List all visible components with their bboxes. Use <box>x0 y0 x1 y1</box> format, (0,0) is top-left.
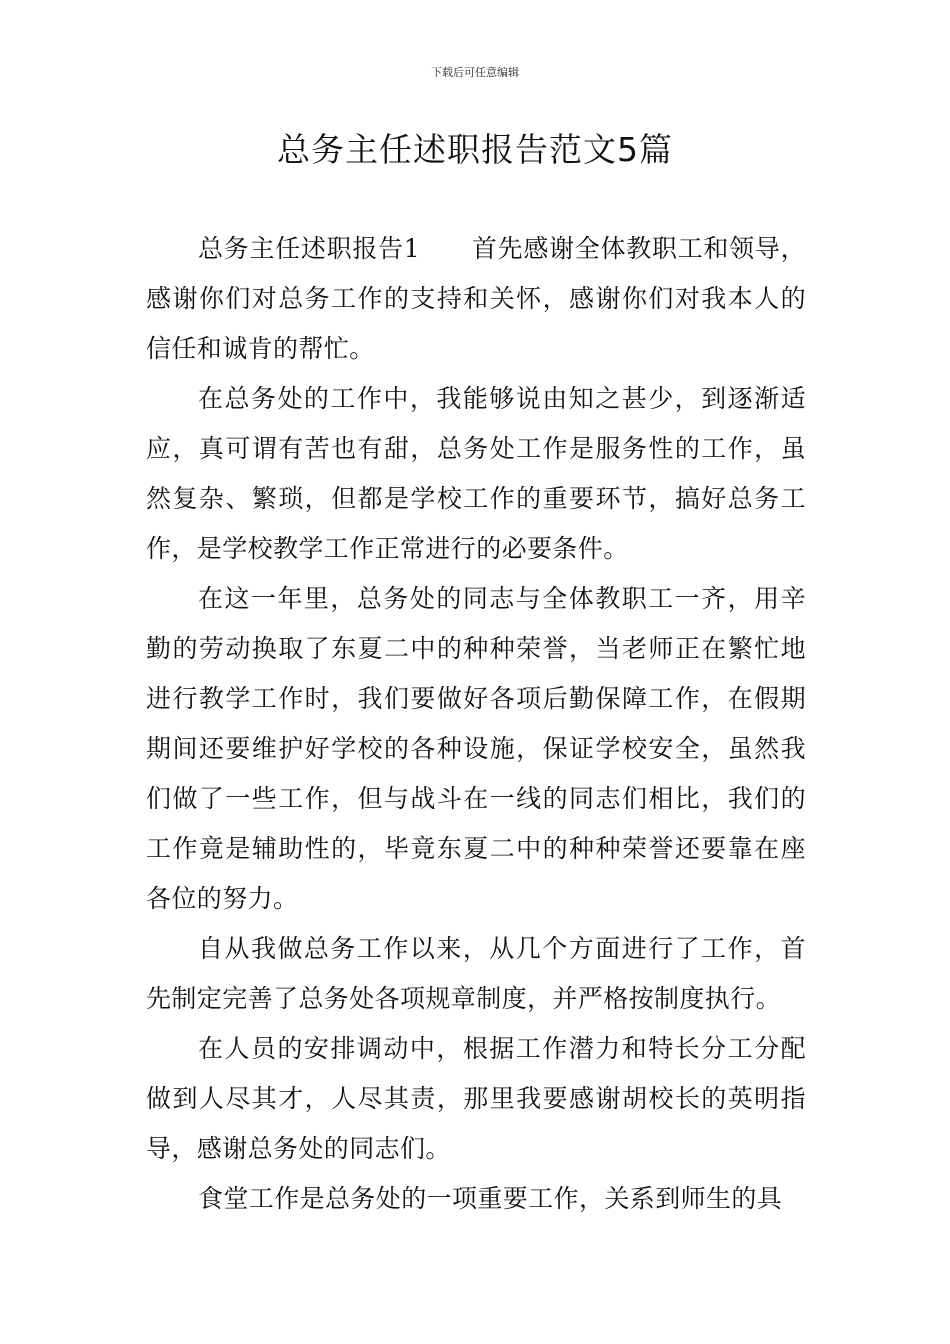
document-body <box>146 224 806 1224</box>
paragraph-2: 在总务处的工作中，我能够说由知之甚少，到逐渐适应，真可谓有苦也有甜，总务处工作是服务性的工作，虽然复杂、繁琐，但都是学校工作的重要环节，搞好总务工作，是学校教学工作正常进行的必要条件。 <box>146 384 806 563</box>
paragraph-6: 食堂工作是总务处的一项重要工作，关系到师生的具 <box>198 1184 783 1213</box>
paragraph-4: 自从我做总务工作以来，从几个方面进行了工作，首先制定完善了总务处各项规章制度，并严格按制度执行。 <box>146 934 806 1013</box>
document-title: 总务主任述职报告范文5篇 <box>277 130 673 169</box>
paragraph-3: 在这一年里，总务处的同志与全体教职工一齐，用辛勤的劳动换取了东夏二中的种种荣誉，当老师正在繁忙地进行教学工作时，我们要做好各项后勤保障工作，在假期期间还要维护好学校的各种设施，保证学校安全，虽然我们做了一些工作，但与战斗在一线的同志们相比，我们的工作竟是辅助性的，毕竟东夏二中的种种荣誉还要靠在座各位的努力。 <box>146 584 806 913</box>
header-note: 下载后可任意编辑 <box>431 66 519 79</box>
paragraph-1: 总务主任述职报告1 首先感谢全体教职工和领导，感谢你们对总务工作的支持和关怀，感谢你们对我本人的信任和诚肯的帮忙。 <box>146 234 806 363</box>
paragraph-5: 在人员的安排调动中，根据工作潜力和特长分工分配做到人尽其才，人尽其责，那里我要感谢胡校长的英明指导，感谢总务处的同志们。 <box>146 1034 806 1163</box>
